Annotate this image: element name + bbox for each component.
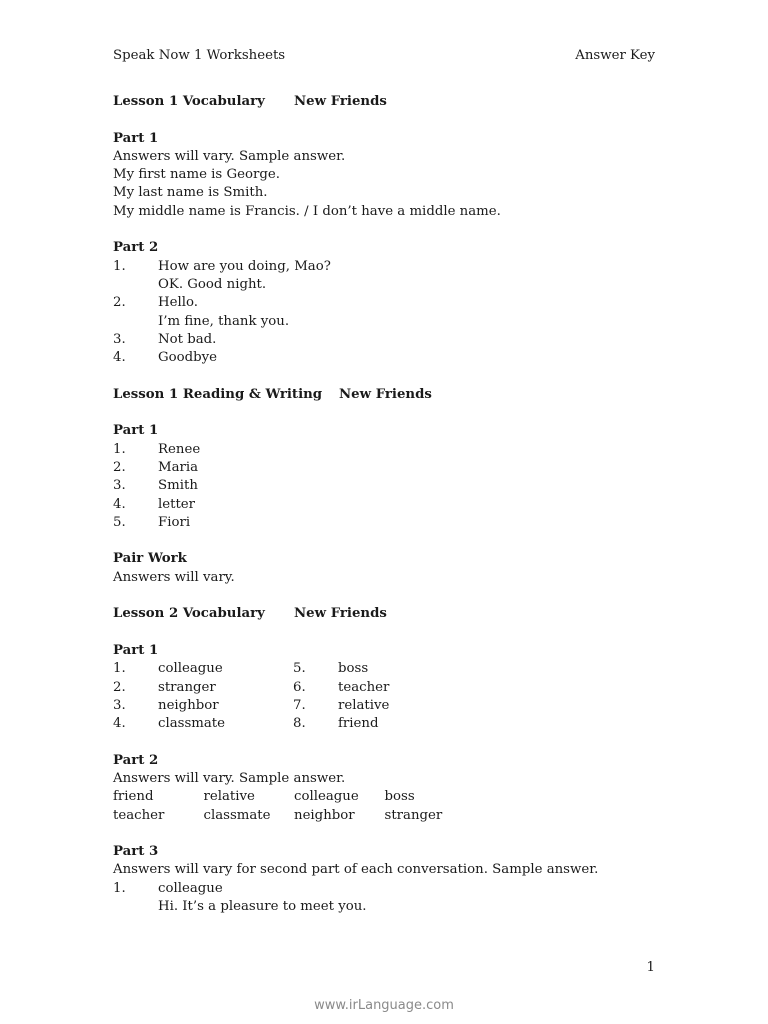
- text-line: Answers will vary for second part of each conversation. Sample answer.: [113, 862, 599, 878]
- list-item: 1. colleague: [113, 880, 223, 896]
- word-row: friend relative colleague boss: [113, 789, 415, 805]
- text-line: My first name is George.: [113, 167, 280, 183]
- text-line: Answers will vary. Sample answer.: [113, 148, 346, 164]
- list-item-continuation: Hi. It’s a pleasure to meet you.: [158, 899, 367, 915]
- page-number: 1: [646, 960, 655, 975]
- list-item: 1. Renee: [113, 441, 201, 457]
- part-heading: Part 3: [113, 844, 159, 860]
- list-item: 4. Goodbye: [113, 350, 218, 366]
- list-item: 3. Not bad.: [113, 331, 217, 347]
- text-line: Answers will vary. Sample answer.: [113, 770, 346, 786]
- section-title-lesson1-reading: Lesson 1 Reading & Writing New Friends: [113, 386, 432, 402]
- header-title: Speak Now 1 Worksheets: [113, 48, 286, 63]
- text-line: Answers will vary.: [113, 569, 235, 585]
- list-item: 4. letter: [113, 496, 196, 512]
- list-item-continuation: OK. Good night.: [158, 276, 267, 292]
- worksheet-content: [113, 93, 673, 916]
- list-item: 2. Maria: [113, 459, 199, 475]
- list-row: 4. classmate 8. friend: [113, 716, 379, 732]
- section-title-lesson1-vocab: Lesson 1 Vocabulary New Friends: [113, 94, 387, 109]
- list-item: 5. Fiori: [113, 514, 191, 530]
- header-answer-key: Answer Key: [575, 48, 655, 63]
- section-title-lesson2-vocab: Lesson 2 Vocabulary New Friends: [113, 606, 387, 622]
- list-item-continuation: I’m fine, thank you.: [158, 313, 290, 329]
- text-line: My last name is Smith.: [113, 185, 268, 201]
- part-heading: Part 1: [113, 130, 159, 146]
- list-item: 3. Smith: [113, 478, 198, 494]
- part-heading: Part 1: [113, 642, 159, 658]
- part-heading: Part 2: [113, 240, 159, 256]
- list-item: 1. How are you doing, Mao?: [113, 258, 331, 274]
- list-item: 2. Hello.: [113, 295, 198, 311]
- part-heading: Part 1: [113, 423, 159, 439]
- page-header: [113, 47, 655, 65]
- list-row: 1. colleague 5. boss: [113, 661, 369, 677]
- part-heading: Part 2: [113, 752, 159, 768]
- word-row: teacher classmate neighbor stranger: [113, 807, 443, 823]
- footer-watermark: www.irLanguage.com: [314, 998, 454, 1013]
- text-line: My middle name is Francis. / I don’t have a middle name.: [113, 203, 501, 219]
- part-heading: Pair Work: [113, 551, 187, 567]
- list-row: 2. stranger 6. teacher: [113, 679, 390, 695]
- list-row: 3. neighbor 7. relative: [113, 697, 390, 713]
